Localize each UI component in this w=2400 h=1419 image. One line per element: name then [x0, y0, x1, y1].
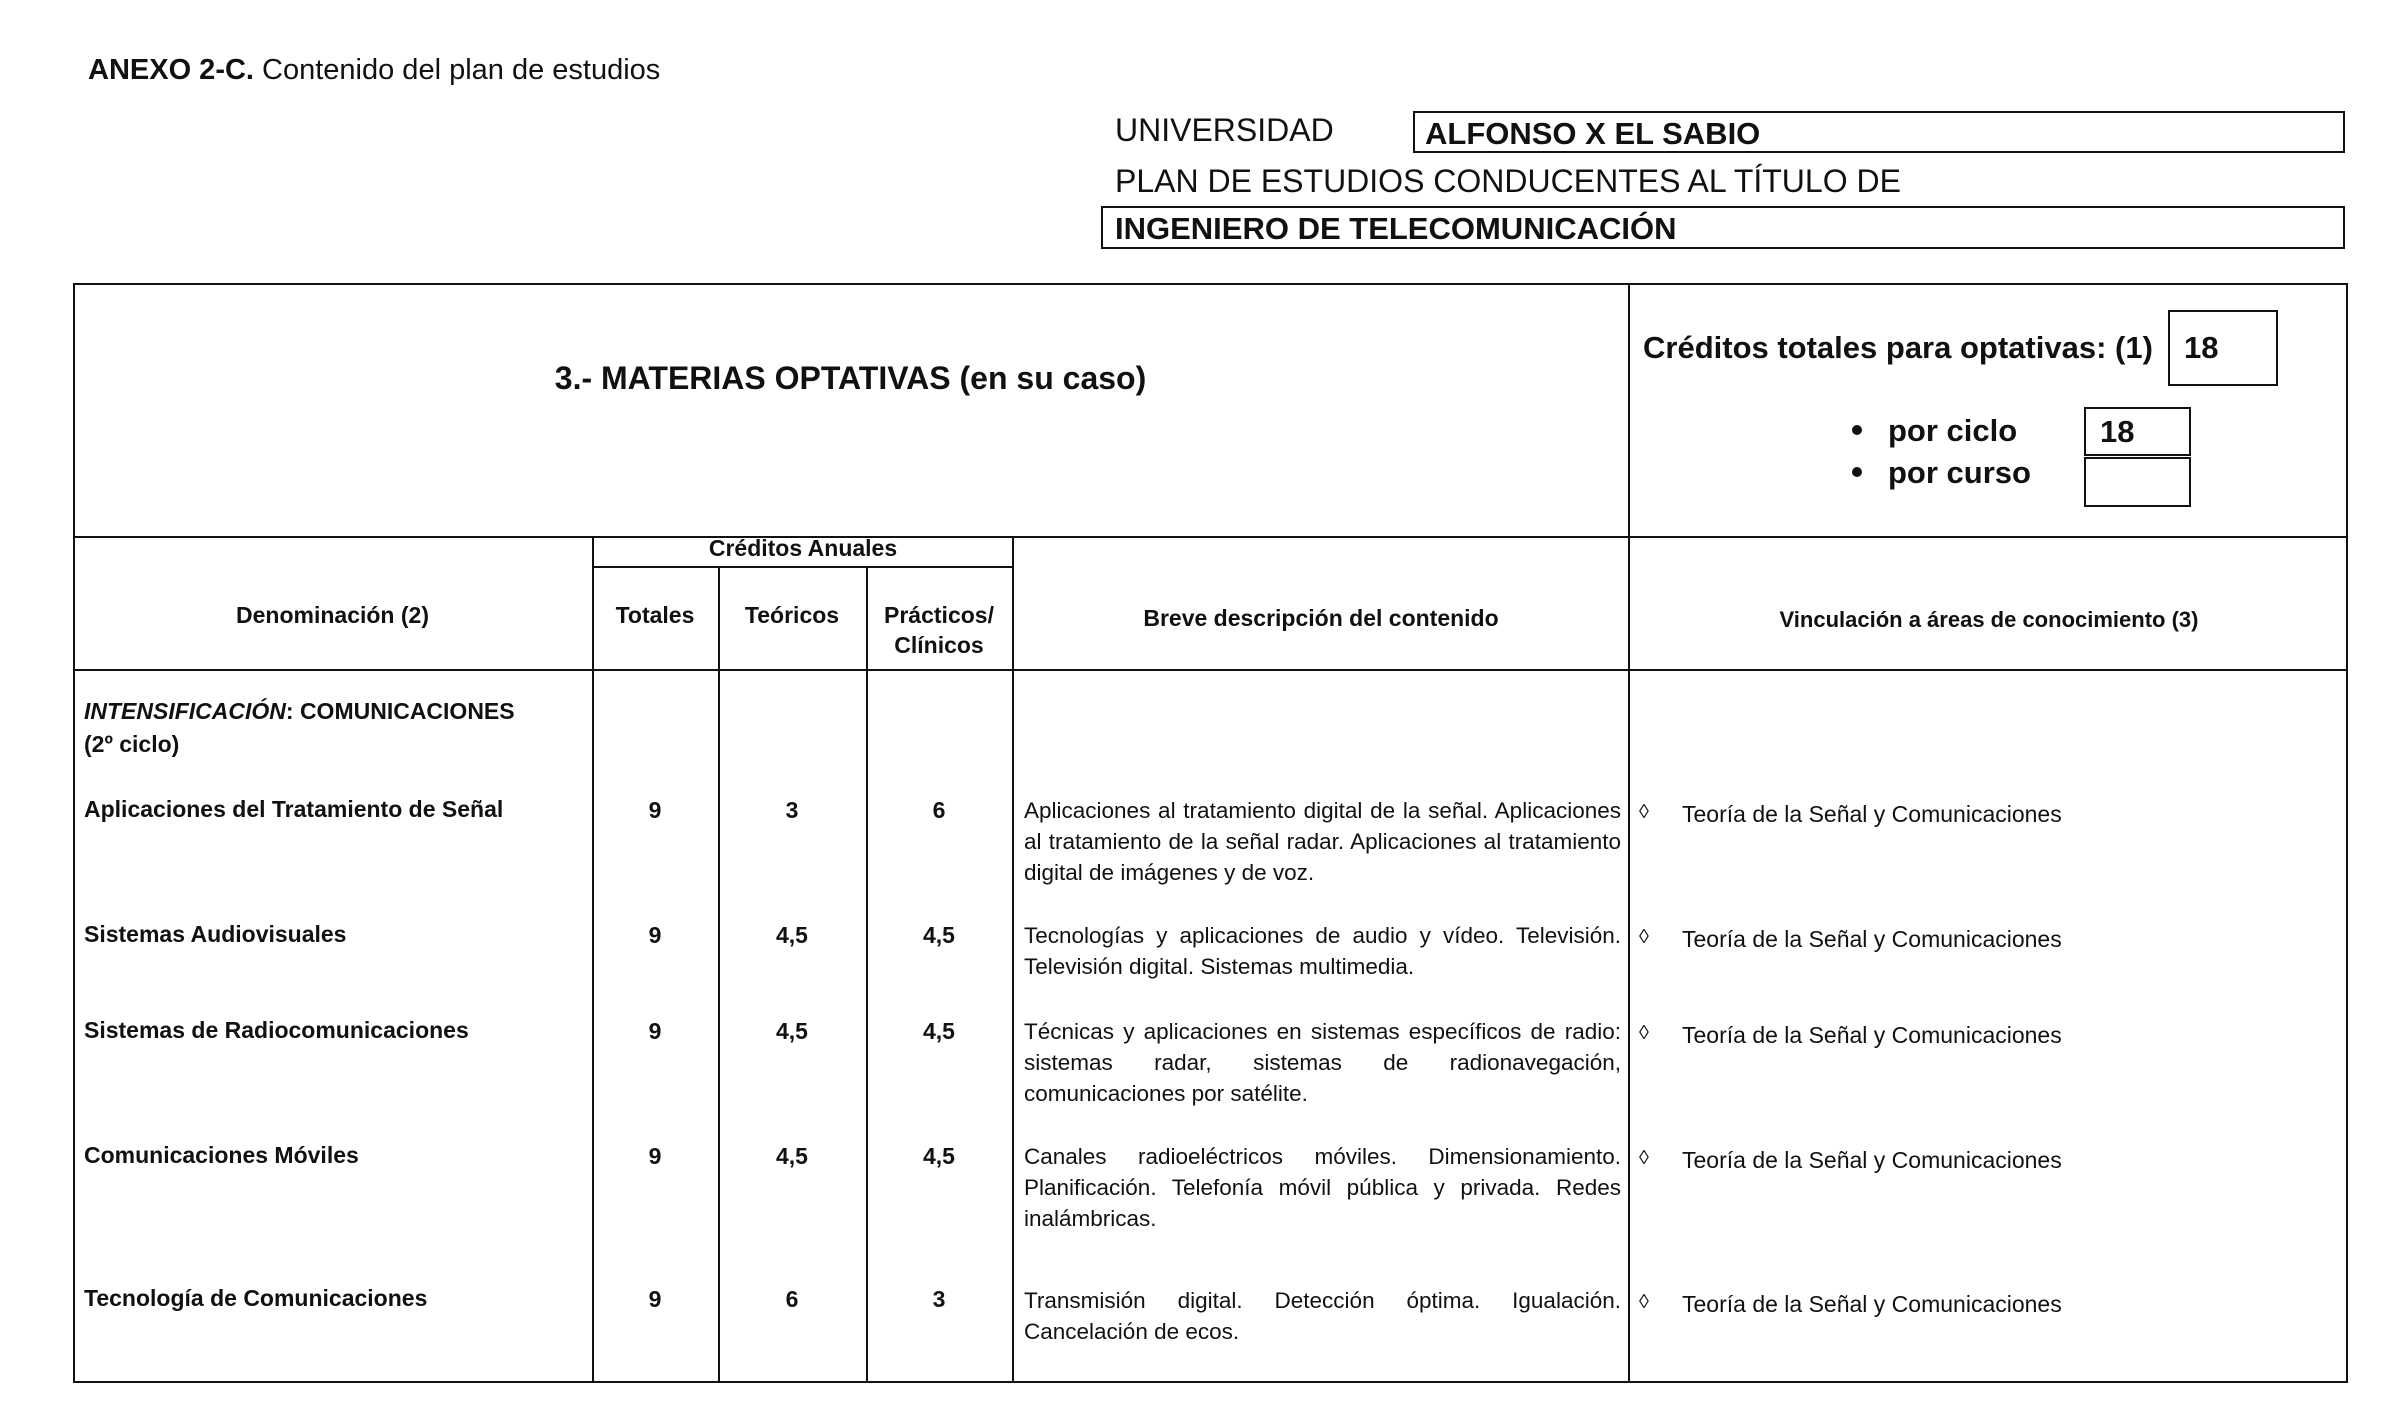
knowledge-area: Teoría de la Señal y Comunicaciones	[1682, 1291, 2062, 1317]
divider	[73, 536, 2348, 538]
credits-teoricos: 4,5	[776, 922, 808, 948]
divider	[592, 566, 1014, 568]
knowledge-area: Teoría de la Señal y Comunicaciones	[1682, 1022, 2062, 1048]
divider	[718, 566, 720, 1383]
header-vinculacion: Vinculación a áreas de conocimiento (3)	[1779, 607, 2199, 632]
university-label: UNIVERSIDAD	[1115, 112, 1334, 148]
credits-practicos: 6	[932, 797, 946, 823]
header-practicos	[866, 602, 1012, 659]
header-practicos-line1: Prácticos/	[884, 602, 994, 628]
total-credits-label: Créditos totales para optativas: (1)	[1643, 330, 2153, 365]
per-course-text: por curso	[1888, 455, 2031, 490]
credits-totales: 9	[648, 922, 662, 948]
annex-label: ANEXO 2-C.	[88, 54, 254, 86]
header-descripcion: Breve descripción del contenido	[1143, 605, 1499, 631]
credits-practicos: 3	[932, 1286, 946, 1312]
group-label	[84, 698, 515, 725]
knowledge-area: Teoría de la Señal y Comunicaciones	[1682, 801, 2062, 827]
subject-name: Aplicaciones del Tratamiento de Señal	[84, 796, 504, 822]
per-cycle-value: 18	[2084, 407, 2191, 456]
subject-name: Sistemas de Radiocomunicaciones	[84, 1017, 469, 1043]
subject-description: Canales radioeléctricos móviles. Dimensionamiento. Planificación. Telefonía móvil pública y privada. Redes inalámbricas.	[1024, 1144, 1621, 1231]
university-value: ALFONSO X EL SABIO	[1413, 111, 2345, 153]
divider	[592, 536, 594, 1383]
plan-label: PLAN DE ESTUDIOS CONDUCENTES AL TÍTULO DE	[1115, 163, 1901, 199]
divider	[1012, 536, 1014, 1383]
knowledge-area: Teoría de la Señal y Comunicaciones	[1682, 926, 2062, 952]
credits-practicos: 4,5	[923, 1018, 955, 1044]
credits-practicos: 4,5	[923, 922, 955, 948]
header-totales: Totales	[615, 602, 695, 628]
divider	[1628, 283, 1630, 1383]
per-course-value	[2084, 457, 2191, 507]
section-title: 3.- MATERIAS OPTATIVAS (en su caso)	[554, 360, 1147, 396]
group-cycle: (2º ciclo)	[84, 731, 180, 757]
per-cycle-text: por ciclo	[1888, 413, 2018, 448]
subject-description: Transmisión digital. Detección óptima. Igualación. Cancelación de ecos.	[1024, 1288, 1621, 1344]
diamond-icon: ◊	[1639, 1147, 1649, 1169]
header-practicos-line2: Clínicos	[894, 632, 984, 658]
total-credits-value: 18	[2168, 310, 2278, 386]
degree-title-value: INGENIERO DE TELECOMUNICACIÓN	[1101, 206, 2345, 249]
divider	[73, 669, 2348, 671]
knowledge-area: Teoría de la Señal y Comunicaciones	[1682, 1147, 2062, 1173]
subject-description: Tecnologías y aplicaciones de audio y vídeo. Televisión. Televisión digital. Sistemas multimedia.	[1024, 923, 1621, 979]
group-label-italic: INTENSIFICACIÓN	[84, 698, 286, 724]
credits-totales: 9	[648, 1143, 662, 1169]
bullet-icon	[1852, 425, 1862, 435]
credits-totales: 9	[648, 797, 662, 823]
subject-description: Aplicaciones al tratamiento digital de la señal. Aplicaciones al tratamiento de la señal radar. Aplicaciones al tratamiento digital de imágenes y de voz.	[1024, 798, 1621, 885]
credits-teoricos: 4,5	[776, 1143, 808, 1169]
group-label-rest: : COMUNICACIONES	[285, 698, 515, 724]
annex-heading	[88, 54, 660, 87]
annex-title: Contenido del plan de estudios	[253, 54, 661, 86]
per-course-label	[1852, 455, 2031, 491]
diamond-icon: ◊	[1639, 1022, 1649, 1044]
header-teoricos: Teóricos	[744, 602, 840, 628]
diamond-icon: ◊	[1639, 801, 1649, 823]
diamond-icon: ◊	[1639, 1291, 1649, 1313]
subject-name: Comunicaciones Móviles	[84, 1142, 359, 1168]
subject-name: Sistemas Audiovisuales	[84, 921, 347, 947]
credits-teoricos: 3	[785, 797, 799, 823]
credits-teoricos: 6	[785, 1286, 799, 1312]
subject-name: Tecnología de Comunicaciones	[84, 1285, 428, 1311]
per-cycle-label	[1852, 413, 2017, 449]
credits-totales: 9	[648, 1286, 662, 1312]
header-creditos-anuales: Créditos Anuales	[708, 535, 898, 561]
credits-totales: 9	[648, 1018, 662, 1044]
divider	[866, 566, 868, 1383]
credits-practicos: 4,5	[923, 1143, 955, 1169]
bullet-icon	[1852, 467, 1862, 477]
credits-teoricos: 4,5	[776, 1018, 808, 1044]
diamond-icon: ◊	[1639, 926, 1649, 948]
subject-description: Técnicas y aplicaciones en sistemas específicos de radio: sistemas radar, sistemas de radionavegación, comunicaciones por satélite.	[1024, 1019, 1621, 1106]
header-denominacion: Denominación (2)	[236, 602, 429, 628]
